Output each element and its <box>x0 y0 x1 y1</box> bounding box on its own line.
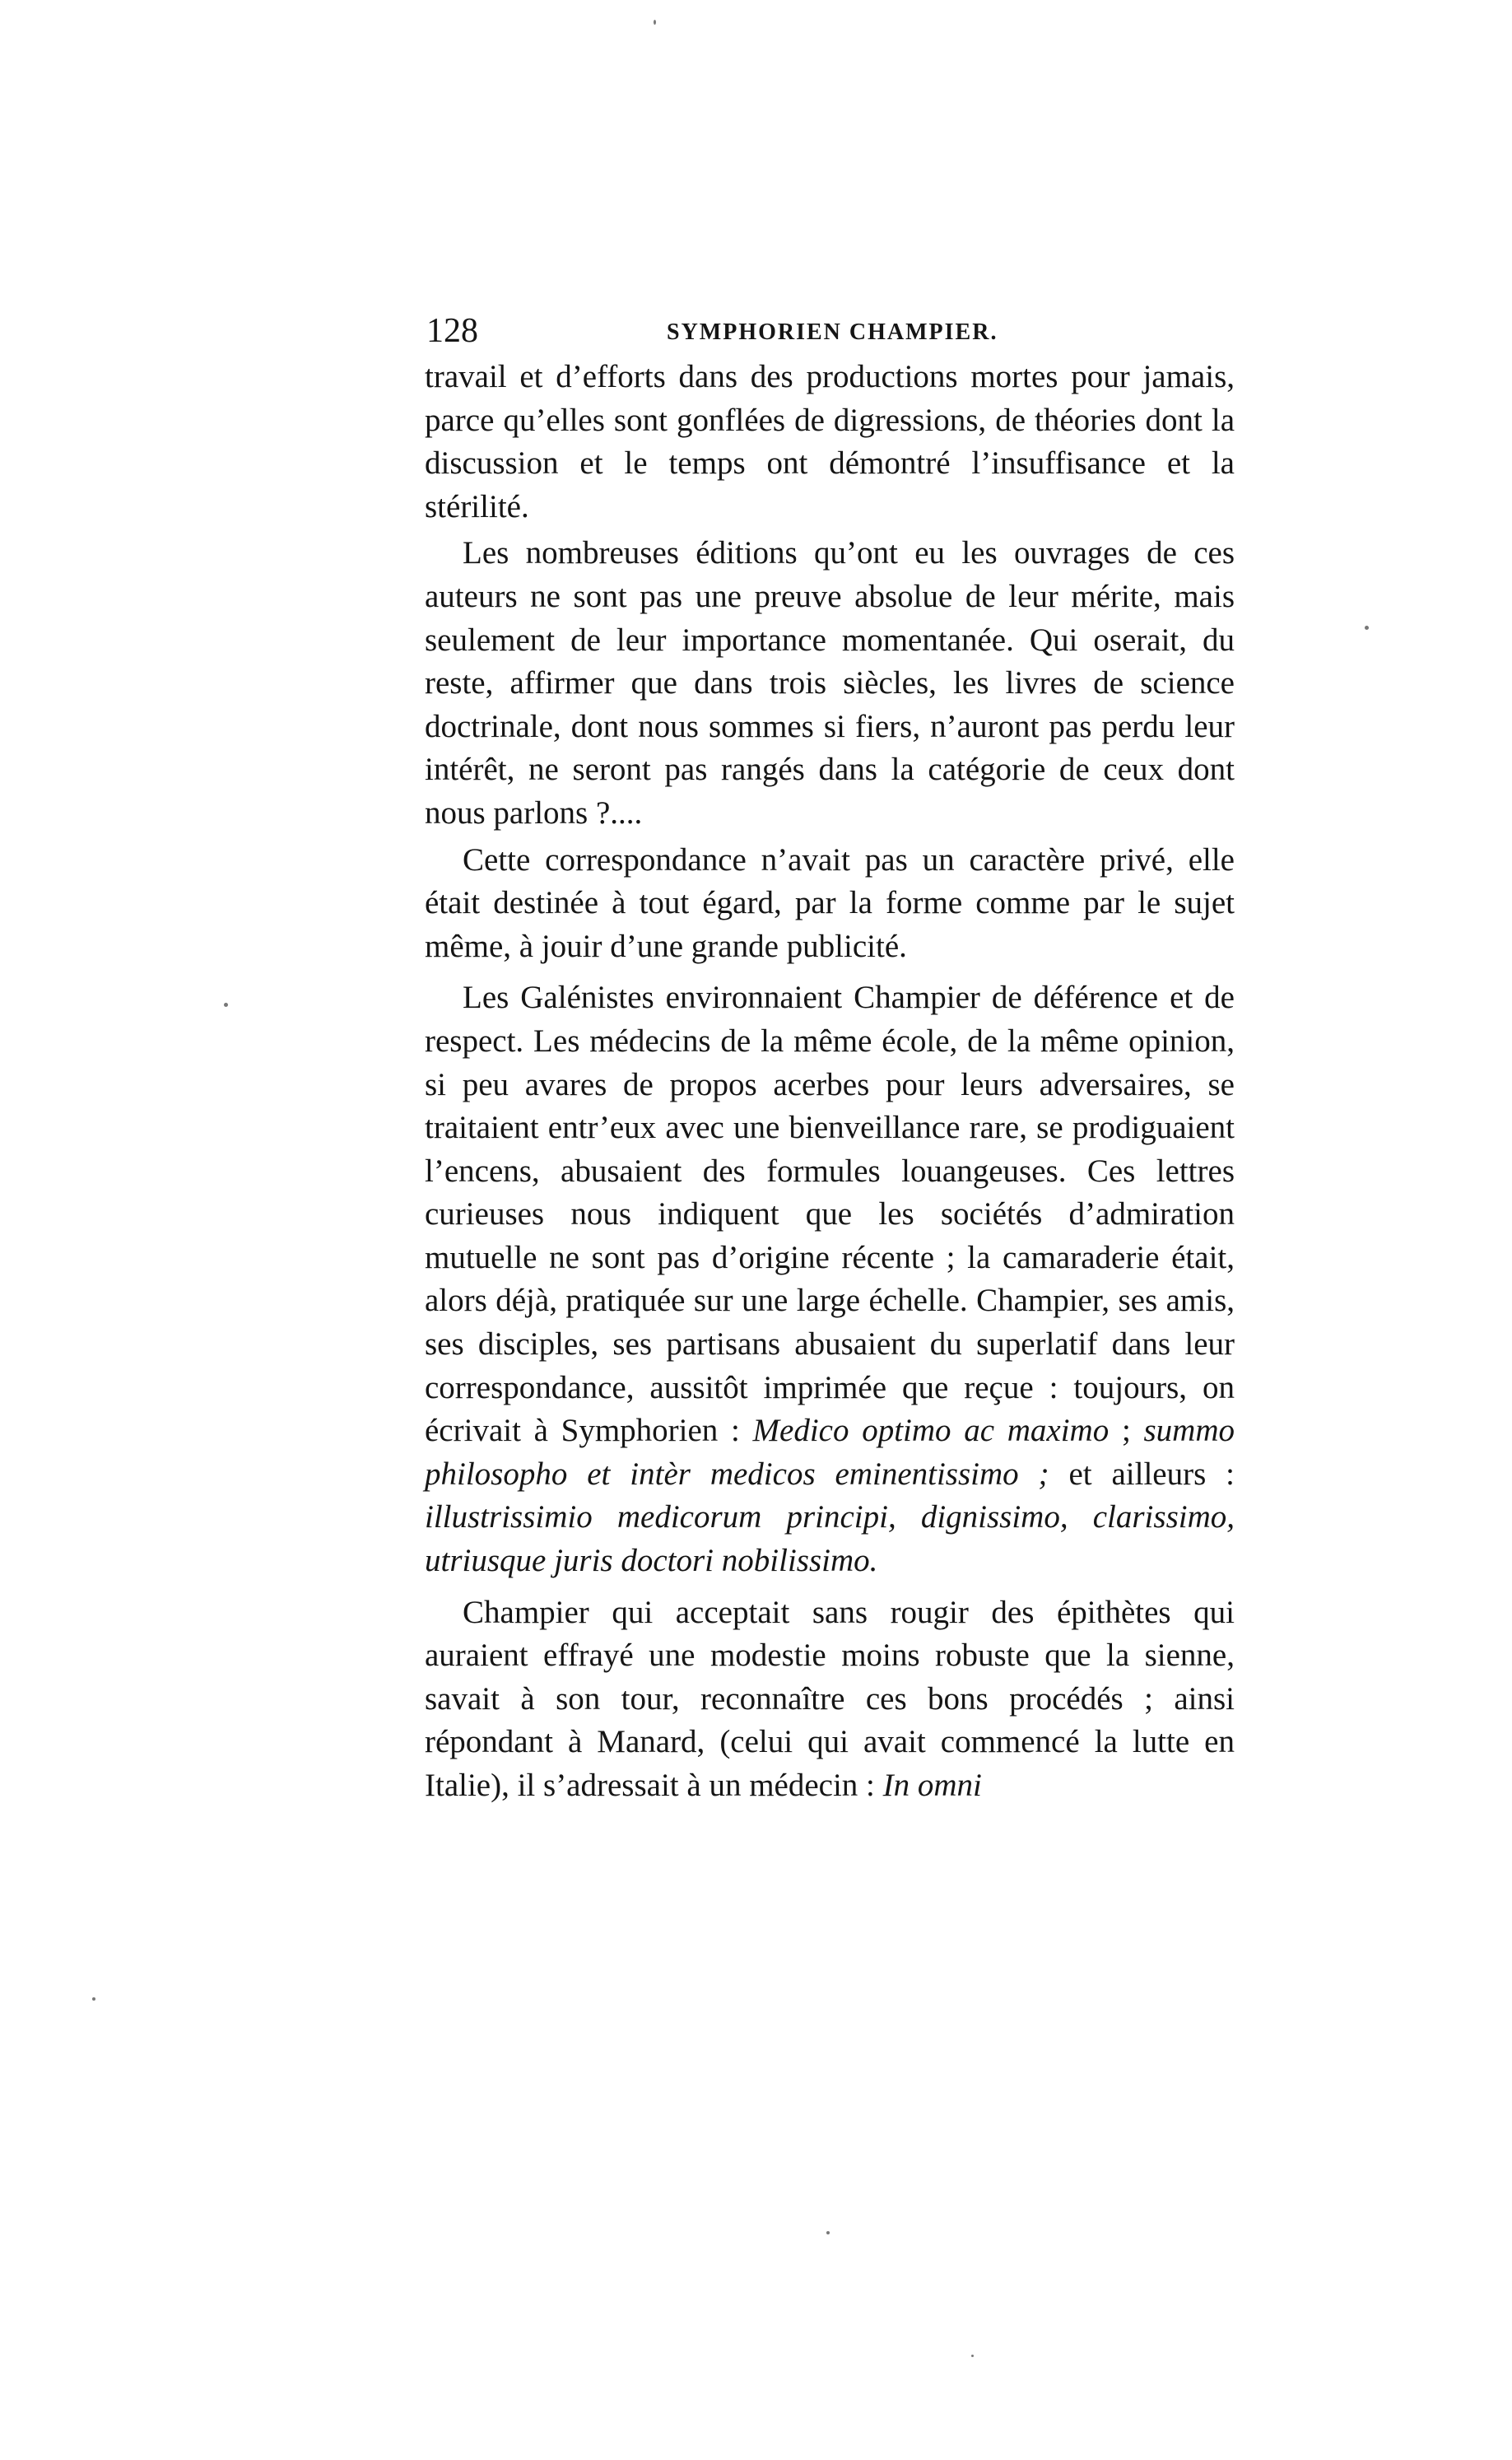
body-text <box>425 356 1235 1808</box>
scan-speck <box>826 2231 830 2234</box>
paragraph-1: travail et d’efforts dans des productions mortes pour jamais, parce qu’elles sont gonflées de digressions, de théories dont la discussion et le temps ont démontré l’insuffisance et la stérilité. <box>425 359 1235 524</box>
paragraph-5-text: Champier qui acceptait sans rougir des épithètes qui auraient effrayé une modestie moins robuste que la sienne, savait à son tour, reconnaître ces bons procédés ; ainsi répondant à Manard, (celui qui avait commencé la lutte en Italie), il s’adressait à un médecin : <box>425 1594 1235 1803</box>
separator-1: ; <box>1109 1413 1131 1449</box>
latin-phrase-1: Medico optimo ac maximo <box>752 1413 1110 1449</box>
paragraph-4 <box>425 976 1235 1582</box>
page-number: 128 <box>426 312 478 350</box>
running-head: SYMPHORIEN CHAMPIER. <box>667 319 998 345</box>
scan-speck <box>224 1003 228 1007</box>
page-header <box>426 306 1233 356</box>
latin-phrase-3: illustrissimio medicorum principi, dignissimo, clarissimo, utriusque juris doctori nobilissimo. <box>425 1499 1235 1579</box>
scan-speck <box>654 20 656 25</box>
latin-phrase-4: In omni <box>882 1768 982 1803</box>
paragraph-2: Les nombreuses éditions qu’ont eu les ouvrages de ces auteurs ne sont pas une preuve absolue de leur mérite, mais seulement de leur importance momentanée. Qui oserait, du reste, affirmer que dans trois siècles, les livres de science doctrinale, dont nous sommes si fiers, n’auront pas perdu leur intérêt, ne seront pas rangés dans la catégorie de ceux dont nous parlons ?.... <box>425 535 1235 831</box>
separator-2: et ailleurs : <box>1049 1456 1235 1492</box>
scan-speck <box>971 2355 974 2357</box>
paragraph-5 <box>425 1591 1235 1808</box>
latin-phrase-2: summo philosopho et intèr medicos eminentissimo ; <box>425 1413 1235 1492</box>
paragraph-4-text: Les Galénistes environnaient Champier de déférence et de respect. Les médecins de la même école, de la même opinion, si peu avares de propos acerbes pour leurs adversaires, se traitaient entr’eux avec une bienveillance rare, se prodiguaient l’encens, abusaient des formules louangeuses. Ces lettres curieuses nous indiquent que les sociétés d’admiration mutuelle ne sont pas d’origine récente ; la camaraderie était, alors déjà, pratiquée sur une large échelle. Champier, ses amis, ses disciples, ses partisans abusaient du superlatif dans leur correspondance, aussitôt imprimée que reçue : toujours, on écrivait à Symphorien : <box>425 980 1235 1449</box>
paragraph-3: Cette correspondance n’avait pas un caractère privé, elle était destinée à tout égard, par la forme comme par le sujet même, à jouir d’une grande publicité. <box>425 841 1235 964</box>
scan-speck <box>92 1997 95 2001</box>
scan-speck <box>1365 626 1369 630</box>
